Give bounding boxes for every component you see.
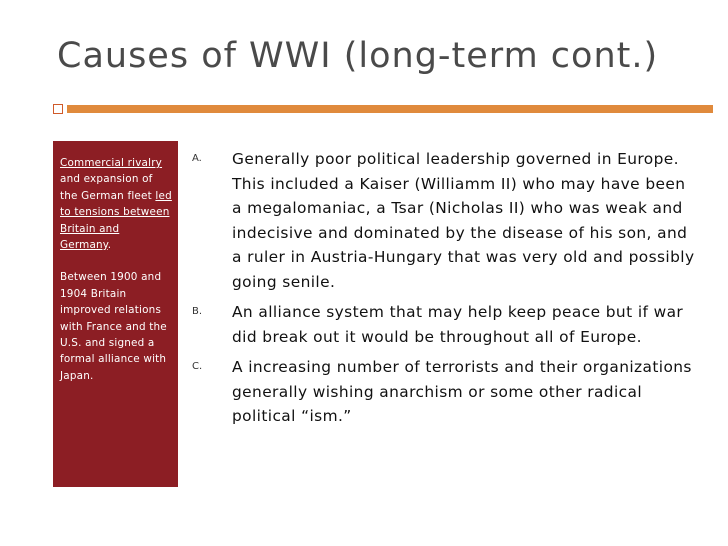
slide-title: Causes of WWI (long-term cont.) — [57, 36, 659, 76]
bullet-list — [192, 147, 698, 435]
bullet-marker: B. — [192, 306, 203, 317]
sidebar-paragraph-2: Between 1900 and 1904 Britain improved relations with France and the U.S. and signed a formal alliance with Japan. — [60, 271, 167, 382]
bullet-item — [192, 355, 698, 429]
title-underline — [53, 104, 713, 117]
sidebar-expansion-text: and expansion of the German fleet — [60, 173, 153, 202]
bullet-text: An alliance system that may help keep peace but if war did break out it would be throughout all of Europe. — [232, 303, 684, 346]
underline-bar — [67, 105, 713, 113]
sidebar-tensions-text: led to tensions between Britain and Germany — [60, 189, 172, 252]
bullet-marker: A. — [192, 153, 202, 164]
sidebar-paragraph-1 — [60, 155, 173, 253]
sidebar-rivalry-text: Commercial rivalry — [60, 157, 163, 169]
sidebar-period: . — [107, 239, 112, 252]
bullet-item — [192, 147, 698, 294]
sidebar-note — [53, 141, 178, 487]
bullet-text: A increasing number of terrorists and their organizations generally wishing anarchism or some other radical political “ism.” — [232, 358, 692, 425]
bullet-text: Generally poor political leadership governed in Europe. This included a Kaiser (Williamm II) who may have been a megalomaniac, a Tsar (Nicholas II) who was weak and indecisive and dominated by the disease of his son, and a ruler in Austria-Hungary that was very old and possibly going senile. — [232, 150, 695, 291]
bullet-marker: C. — [192, 361, 203, 372]
underline-square — [53, 104, 63, 114]
sidebar-spacer — [60, 253, 173, 269]
bullet-item — [192, 300, 698, 349]
